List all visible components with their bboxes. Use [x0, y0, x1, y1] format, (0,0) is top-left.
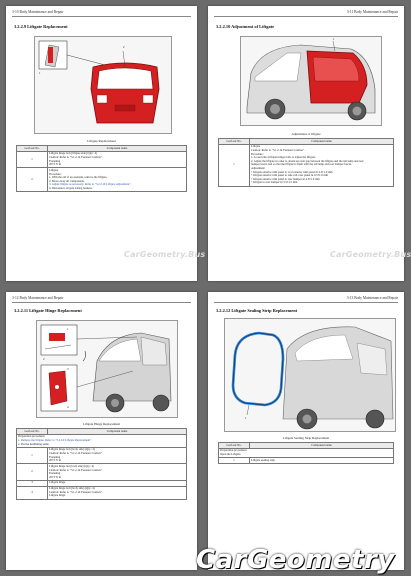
page-header: 3-11 Body Maintenance and Repair — [346, 10, 398, 14]
leaf-no: 1 — [219, 458, 250, 464]
column-header: Component name — [250, 139, 394, 145]
manual-page-4 — [208, 292, 404, 570]
cell-line: 20±3 N·m — [49, 458, 61, 463]
cell-line: Fastening — [49, 471, 61, 476]
cell-line: Preparation procedures — [18, 434, 45, 439]
component-cell — [48, 168, 187, 192]
callout-1: 1 — [67, 327, 69, 331]
table-title: Liftgate Replacement — [87, 139, 116, 143]
column-header: Leaf-out No. — [219, 139, 250, 145]
cell-line: Adjustment: — [251, 165, 266, 170]
cell-line: 1. Loosen the 4 liftgate hinge bolts to adjust the liftgate. — [251, 155, 316, 160]
cell-line: • Liftgate exterior trim panel to side roll-over panel ht 4.5±1.0 mm — [251, 173, 329, 178]
column-header: Component name — [48, 429, 187, 435]
column-header: Leaf-out No. — [219, 443, 250, 449]
callout-1: 1 — [333, 37, 335, 41]
cell-line: Procedure: — [49, 171, 62, 176]
column-header: Component name — [48, 146, 187, 152]
cell-line: 4. Disconnect all gate wiring harness. — [49, 185, 93, 190]
component-cell — [48, 151, 187, 168]
watermark: CarGeometry.Bus — [330, 250, 411, 259]
cell-line: Liftgate hinge bolt (liftgate side) (Qty.: 4) — [49, 151, 98, 156]
component-cell — [48, 447, 187, 464]
column-header: Component name — [250, 443, 394, 449]
callout-3: 3 — [67, 367, 69, 371]
cell-line[interactable]: 3. Adjust liftgate as necessary. Refer to "3.2.2.10 Liftgate Adjustment". — [49, 182, 132, 187]
cell-line: Procedure: — [251, 151, 264, 156]
cell-line: • Liftgate exterior trim panel to roof exterior trim panel ht 4.5±1.0 mm — [251, 169, 333, 174]
cell-line: bumper fascia and so that the liftgate is flush with the tail lamp and rear bumper fascia. — [251, 162, 352, 167]
table-row — [17, 464, 187, 481]
table-row — [17, 434, 187, 447]
cell-line: 2. Adjust the liftgate in order to obtain an even gap between the liftgate and the tail lamp and rear — [251, 158, 364, 163]
callout-4: 4 — [67, 405, 69, 409]
cell-line: Liftgate hinge bolt (body side) (Qty.: 4) — [49, 447, 95, 452]
component-table — [16, 145, 187, 192]
table-row — [17, 447, 187, 464]
cell-line: 20±3 N·m — [49, 162, 61, 167]
callout-1: 1 — [39, 71, 41, 75]
table-title: Adjustment of liftgate — [291, 132, 321, 136]
leaf-no: 1 — [17, 151, 48, 168]
cell-line: Caution: Refer to "3.1.2.14 Fastener Caution". — [251, 147, 305, 152]
column-header: Leaf-out No. — [17, 146, 48, 152]
component-table — [16, 428, 187, 500]
component-table — [218, 442, 394, 464]
table-row — [219, 144, 394, 186]
site-watermark: CarGeometry — [196, 545, 395, 575]
leaf-no: 2 — [17, 168, 48, 192]
table-row — [219, 448, 394, 457]
manual-page-2 — [208, 6, 411, 281]
manual-page-1 — [6, 6, 206, 281]
section-title: 3.2.2.9 Liftgate Replacement — [14, 24, 68, 29]
cell-line: Liftgate sealing strip — [251, 457, 275, 462]
callout-1: 1 — [245, 416, 247, 420]
cell-line: Liftgate — [251, 144, 261, 149]
table-title: Liftgate Sealing Strip Replacement — [282, 436, 330, 440]
column-header: Leaf-out No. — [17, 429, 48, 435]
table-title: Liftgate Hinge Replacement — [82, 422, 121, 426]
cell-line: 1. With the aid of an assistant, remove the liftgate. — [49, 175, 108, 180]
cell-line: Liftgate hinge nut (body side) (Qty.: 4) — [49, 463, 95, 468]
section-title: 3.2.2.10 Adjustment of Liftgate — [216, 24, 275, 29]
cell-line: Liftgate hinge bolt (body side) (Qty.: 4) — [49, 486, 95, 491]
prep-cell — [219, 448, 394, 457]
cell-line[interactable]: 1. Remove the liftgate. Refer to "3.2.2.9 Liftgate Replacement". — [18, 437, 92, 442]
page-header: 3-12 Body Maintenance and Repair — [12, 296, 64, 300]
liftgate-diagram — [35, 37, 171, 133]
header-rule — [12, 16, 191, 17]
liftgate-adjustment-illustration — [240, 36, 382, 126]
cell-line: Liftgate hinge — [49, 480, 66, 485]
leaf-no: 1 — [219, 144, 250, 186]
component-cell — [48, 464, 187, 481]
sealing-strip-diagram — [225, 319, 395, 431]
header-rule — [214, 16, 398, 17]
cell-line: • Liftgate exterior trim panel to rear bumper ht 4.5±1.0 mm — [251, 176, 320, 181]
hinge-diagram — [37, 321, 177, 417]
watermark: CarGeometry.Bus — [124, 250, 206, 259]
table-row — [17, 486, 187, 499]
manual-page-3 — [6, 292, 197, 570]
header-rule — [214, 302, 398, 303]
component-cell — [250, 458, 394, 464]
header-rule — [12, 302, 191, 303]
cell-line: Fastening — [49, 454, 61, 459]
table-row — [17, 168, 187, 192]
liftgate-hinge-illustration — [36, 320, 178, 418]
cell-line: 20±3 N·m — [49, 474, 61, 479]
cell-line: 2. Put the headlining aside. — [18, 441, 50, 446]
callout-2: 2 — [123, 45, 125, 49]
page-header: 3-10 Body Maintenance and Repair — [12, 10, 64, 14]
cell-line: Liftgate hinge — [49, 493, 66, 498]
component-cell — [250, 144, 394, 186]
cell-line: Liftgate — [49, 167, 59, 172]
leaf-no: 1 — [17, 447, 48, 464]
cell-line: 2. Move away all components. — [49, 178, 85, 183]
leaf-no: 3 — [17, 480, 48, 486]
cell-line: Fastening — [49, 158, 61, 163]
table-row — [219, 458, 394, 464]
cell-line: Preparation procedures — [220, 448, 247, 453]
page-header: 3-13 Body Maintenance and Repair — [346, 296, 398, 300]
callout-2: 2 — [43, 357, 45, 361]
cell-line: Open the Liftgate. — [220, 451, 242, 456]
section-title: 3.2.2.11 Liftgate Hinge Replacement — [14, 308, 82, 313]
section-title: 3.2.2.12 Liftgate Sealing Strip Replacement — [216, 308, 298, 313]
table-row — [17, 151, 187, 168]
cell-line: Caution: Refer to "3.1.2.14 Fastener Caution". — [49, 154, 103, 159]
cell-line: Caution: Refer to "3.1.2.14 Fastener Caution". — [49, 489, 103, 494]
leaf-no: 4 — [17, 486, 48, 499]
liftgate-illustration — [34, 36, 172, 134]
leaf-no: 2 — [17, 464, 48, 481]
prep-cell — [17, 434, 187, 447]
cell-line: Caution: Refer to "3.1.2.14 Fastener Caution". — [49, 467, 103, 472]
component-table — [218, 138, 394, 187]
vehicle-rear-diagram — [241, 37, 381, 125]
component-cell — [48, 486, 187, 499]
sealing-strip-illustration — [224, 318, 396, 432]
cell-line: Caution: Refer to "3.1.2.14 Fastener Caution". — [49, 450, 103, 455]
cell-line: • Liftgate to rear bumper ht 5.5±1.5 mm — [251, 180, 298, 185]
